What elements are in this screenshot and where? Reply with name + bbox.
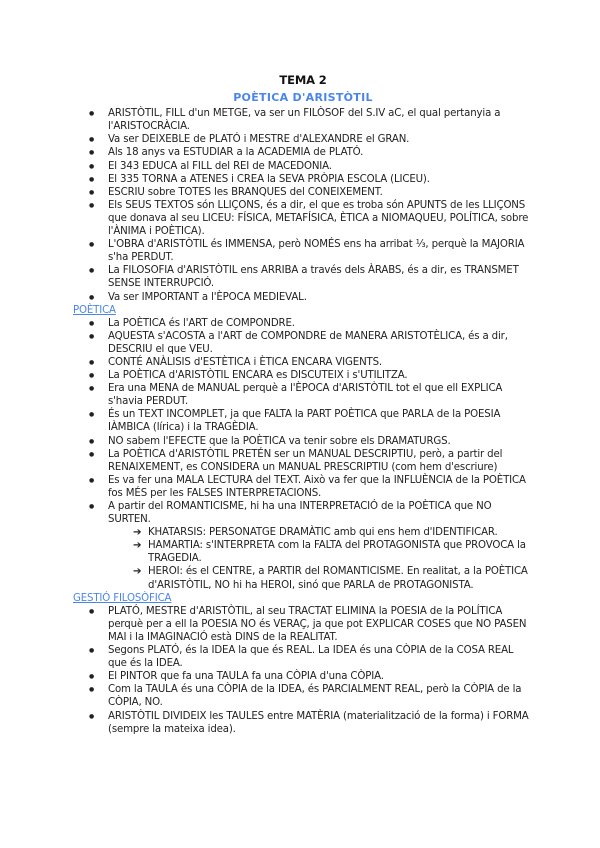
list-item: ● El 335 TORNA a ATENES i CREA la SEVA PRÒPIA ESCOLA (LICEU). <box>73 173 533 186</box>
list-item: ● Va ser DEIXEBLE de PLATÓ i MESTRE d'ALEXANDRE el GRAN. <box>73 133 533 146</box>
list-item: ● ARISTÒTIL, FILL d'un METGE, va ser un FILÒSOF del S.IV aC, el qual pertanyia a l'ARISTOCRÀCIA. <box>73 107 533 133</box>
intro-list <box>73 107 533 303</box>
section-heading-gestio-filosofica[interactable]: GESTIÓ FILOSÒFICA <box>73 592 172 604</box>
document-page <box>73 74 533 736</box>
list-item: ● CONTÉ ANÀLISIS d'ESTÈTICA i ÈTICA ENCARA VIGENTS. <box>73 356 533 369</box>
list-item: ● Es va fer una MALA LECTURA del TEXT. Això va fer que la INFLUÈNCIA de la POÈTICA fos MÉS per les FALSES INTERPRETACIONS. <box>73 474 533 500</box>
list-item: ● La POÈTICA d'ARISTÒTIL ENCARA es DISCUTEIX i s'UTILITZA. <box>73 369 533 382</box>
list-item: ● ARISTÒTIL DIVIDEIX les TAULES entre MATÈRIA (materialització de la forma) i FORMA (sempre la mateixa idea). <box>73 710 533 736</box>
list-item: ● La POÈTICA d'ARISTÒTIL PRETÉN ser un MANUAL DESCRIPTIU, però, a partir del RENAIXEMENT, es CONSIDERA un MANUAL PRESCRIPTIU (com hem d'escriure) <box>73 448 533 474</box>
list-item: ● PLATÓ, MESTRE d'ARISTÒTIL, al seu TRACTAT ELIMINA la POESIA de la POLÍTICA perquè per a ell la POESIA NO és VERAÇ, ja que pot EXPLICAR COSES que NO PASEN MAI i la IMAGINACIÓ està DINS de la REALITAT. <box>73 605 533 644</box>
list-item: ● L'OBRA d'ARISTÒTIL és IMMENSA, però NOMÉS ens ha arribat ⅓, perquè la MAJORIA s'ha PERDUT. <box>73 238 533 264</box>
sub-list-item <box>73 565 533 591</box>
sub-list-item-text: HEROI: és el CENTRE, a PARTIR del ROMANTICISME. En realitat, a la POÈTICA d'ARISTÒTIL, NO hi ha HEROI, sinó que PARLA de PROTAGONISTA. <box>148 566 528 591</box>
section-heading-poetica[interactable]: POÈTICA <box>73 304 116 316</box>
gestio-list <box>73 605 533 736</box>
list-item: ● El PINTOR que fa una TAULA fa una CÒPIA d'una CÒPIA. <box>73 670 533 683</box>
sub-list-item-text: KHATARSIS: PERSONATGE DRAMÀTIC amb qui ens hem d'IDENTIFICAR. <box>148 527 498 539</box>
list-item: ● La FILOSOFIA d'ARISTÒTIL ens ARRIBA a través dels ÀRABS, és a dir, es TRANSMET SENSE INTERRUPCIÓ. <box>73 264 533 290</box>
list-item: ● NO sabem l'EFECTE que la POÈTICA va tenir sobre els DRAMATURGS. <box>73 435 533 448</box>
list-item: ● La POÈTICA és l'ART de COMPONDRE. <box>73 317 533 330</box>
document-subtitle: POÈTICA D'ARISTÒTIL <box>233 91 373 105</box>
list-item: ● Va ser IMPORTANT a l'ÈPOCA MEDIEVAL. <box>73 291 533 304</box>
arrow-right-icon: ➔ <box>133 540 142 552</box>
sub-list-item <box>73 526 533 539</box>
poetica-list <box>73 317 533 527</box>
list-item: ● Els SEUS TEXTOS són LLIÇONS, és a dir, el que es troba són APUNTS de les LLIÇONS que donava al seu LICEU: FÍSICA, METAFÍSICA, ÈTICA a NIOMAQUEU, POLÍTICA, sobre l'ÀNIMA i POÈTICA). <box>73 199 533 238</box>
arrow-right-icon: ➔ <box>133 566 142 578</box>
document-title: TEMA 2 <box>279 73 327 87</box>
list-item: ● Als 18 anys va ESTUDIAR a la ACADEMIA de PLATÓ. <box>73 146 533 159</box>
poetica-sublist <box>73 526 533 591</box>
list-item: ● ESCRIU sobre TOTES les BRANQUES del CONEIXEMENT. <box>73 186 533 199</box>
sub-list-item <box>73 539 533 565</box>
arrow-right-icon: ➔ <box>133 527 142 539</box>
list-item: ● És un TEXT INCOMPLET, ja que FALTA la PART POÈTICA que PARLA de la POESIA IÀMBICA (lírica) i la TRAGÈDIA. <box>73 408 533 434</box>
sub-list-item-text: HAMARTIA: s'INTERPRETA com la FALTA del PROTAGONISTA que PROVOCA la TRAGEDIA. <box>148 540 526 565</box>
list-item: ● Segons PLATÓ, és la IDEA la que és REAL. La IDEA és una CÒPIA de la COSA REAL que és la IDEA. <box>73 644 533 670</box>
list-item: ● AQUESTA s'ACOSTA a l'ART de COMPONDRE de MANERA ARISTOTÈLICA, és a dir, DESCRIU el que VEU. <box>73 330 533 356</box>
list-item: ● A partir del ROMANTICISME, hi ha una INTERPRETACIÓ de la POÈTICA que NO SURTEN. <box>73 500 533 526</box>
list-item: ● El 343 EDUCA al FILL del REI de MACEDONIA. <box>73 160 533 173</box>
list-item: ● Com la TAULA és una CÒPIA de la IDEA, és PARCIALMENT REAL, però la CÒPIA de la CÒPIA, NO. <box>73 683 533 709</box>
list-item: ● Era una MENA de MANUAL perquè a l'ÈPOCA d'ARISTÒTIL tot el que ell EXPLICA s'havia PERDUT. <box>73 382 533 408</box>
